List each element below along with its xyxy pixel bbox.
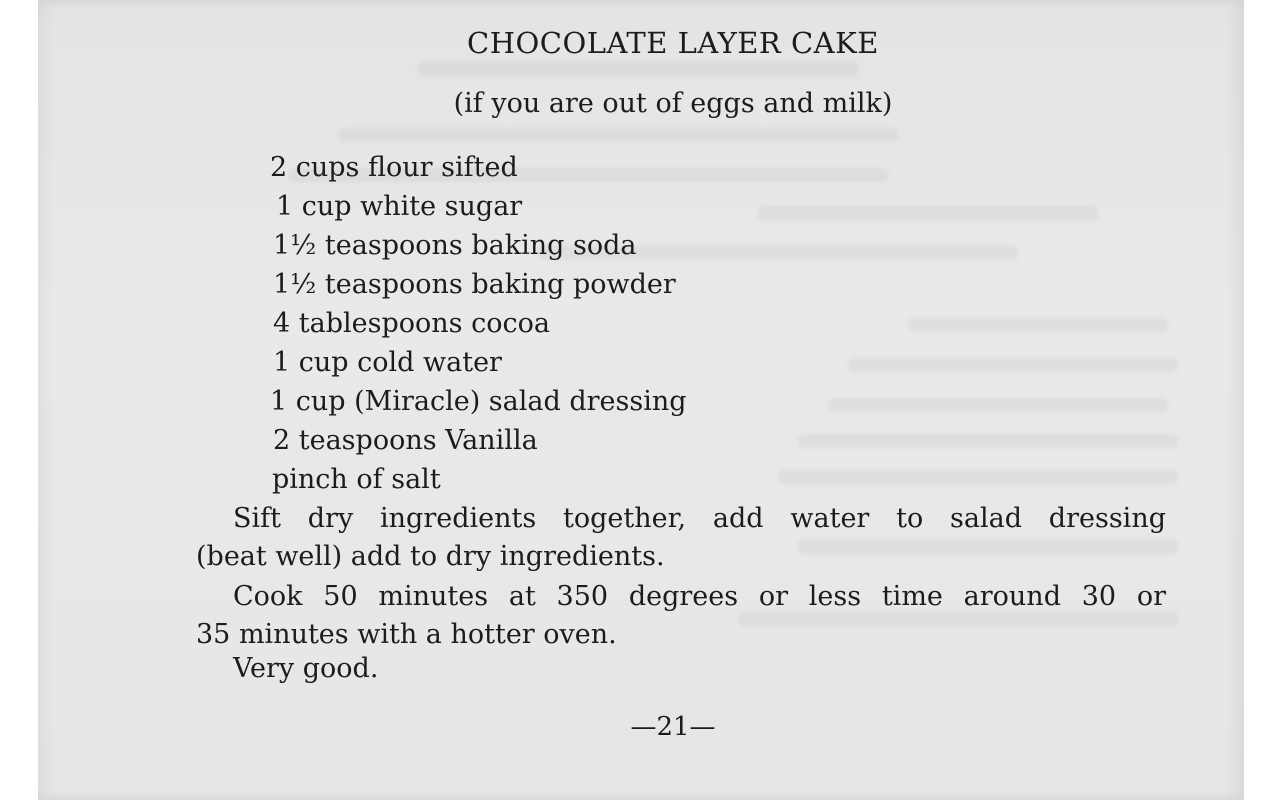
- ingredient-item: 1½ teaspoons baking soda: [273, 230, 637, 261]
- ingredient-item: 1 cup white sugar: [276, 191, 523, 222]
- recipe-subtitle: (if you are out of eggs and milk): [453, 88, 893, 119]
- closing-remark: Very good.: [233, 653, 379, 684]
- ingredient-item: pinch of salt: [272, 464, 441, 495]
- instruction-line: (beat well) add to dry ingredients.: [196, 541, 665, 572]
- ingredient-item: 1 cup cold water: [273, 347, 502, 378]
- recipe-title: CHOCOLATE LAYER CAKE: [467, 26, 879, 60]
- instruction-line: Cook 50 minutes at 350 degrees or less time around 30 or: [233, 581, 1166, 612]
- page-number: —21—: [630, 712, 716, 742]
- instruction-line: Sift dry ingredients together, add water to salad dressing: [233, 503, 1166, 534]
- ingredient-item: 4 tablespoons cocoa: [273, 308, 550, 339]
- ingredient-item: 2 teaspoons Vanilla: [273, 425, 538, 456]
- ingredient-item: 2 cups flour sifted: [270, 152, 518, 183]
- ingredient-item: 1 cup (Miracle) salad dressing: [270, 386, 687, 417]
- instruction-paragraph: [196, 500, 1166, 576]
- instruction-line: 35 minutes with a hotter oven.: [196, 619, 617, 650]
- instruction-paragraph: [196, 578, 1166, 654]
- ingredient-item: 1½ teaspoons baking powder: [273, 269, 676, 300]
- cookbook-page: [38, 0, 1244, 800]
- ingredient-list: [270, 148, 687, 499]
